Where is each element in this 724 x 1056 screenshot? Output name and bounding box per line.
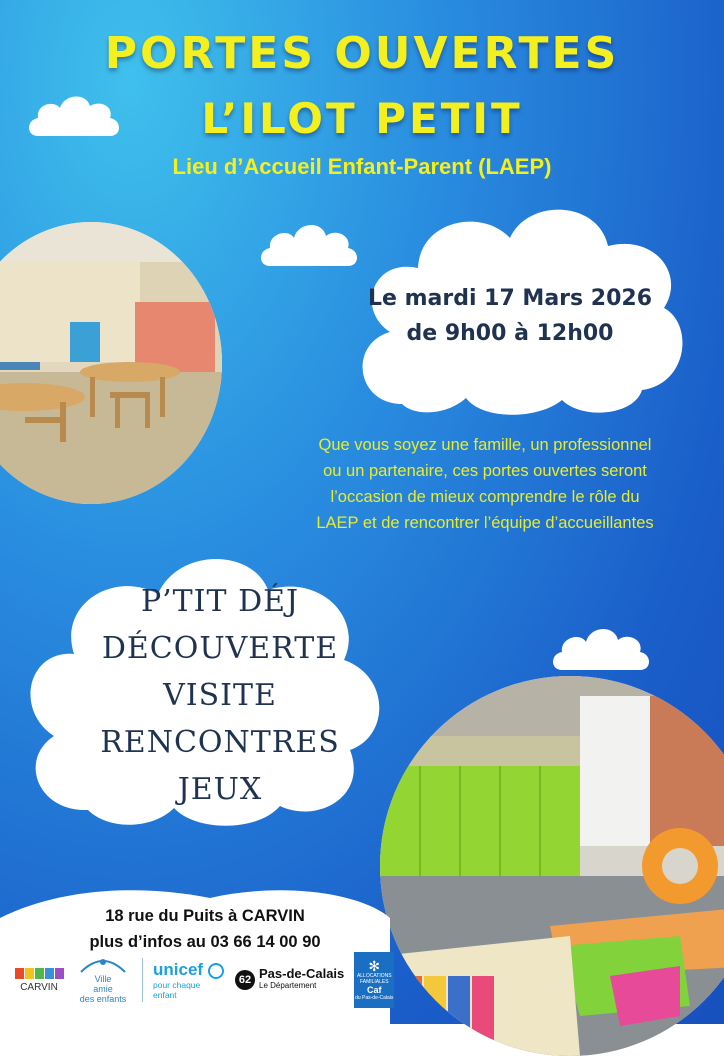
partner-logos xyxy=(14,950,394,1010)
unicef-tagline: pour chaque enfant xyxy=(153,980,201,1000)
carvin-logo-text: CARVIN xyxy=(20,981,58,993)
event-date: Le mardi 17 Mars 2026 xyxy=(367,286,652,311)
carvin-logo xyxy=(14,968,64,993)
description xyxy=(250,432,720,536)
caf-name: Caf xyxy=(367,985,382,995)
globe-icon xyxy=(208,963,224,979)
description-line: LAEP et de rencontrer l’équipe d’accueillantes xyxy=(316,514,654,532)
title-line-2: L’ILOT PETIT xyxy=(201,94,523,143)
pdc-name: Pas-de-Calais xyxy=(259,966,345,981)
ville-amie-icon xyxy=(77,956,129,974)
activity-item: DÉCOUVERTE xyxy=(101,631,339,666)
activity-item: VISITE xyxy=(163,678,277,713)
description-line: l’occasion de mieux comprendre le rôle du xyxy=(330,488,640,506)
address: 18 rue du Puits à CARVIN xyxy=(105,907,305,925)
activity-item: RENCONTRES xyxy=(100,725,340,760)
event-date-block xyxy=(340,286,680,346)
activity-item: P’TIT DÉJ xyxy=(140,584,300,619)
event-time: de 9h00 à 12h00 xyxy=(406,321,614,346)
ville-amie-text: Ville xyxy=(94,974,112,984)
title-line-1: PORTES OUVERTES xyxy=(104,28,620,79)
caf-text: FAMILIALES xyxy=(359,979,389,985)
caf-sub: du Pas-de-Calais xyxy=(355,995,394,1001)
contact-block xyxy=(40,903,370,955)
subtitle: Lieu d’Accueil Enfant-Parent (LAEP) xyxy=(172,154,552,179)
ville-amie-text: amie xyxy=(93,984,113,994)
pdc-sub: Le Département xyxy=(259,981,317,990)
snowflake-icon: ✻ xyxy=(368,958,381,974)
activities-list xyxy=(60,578,380,813)
small-cloud-right xyxy=(548,620,654,676)
description-line: ou un partenaire, ces portes ouvertes seront xyxy=(323,462,647,480)
phone-info: plus d’infos au 03 66 14 00 90 xyxy=(89,933,321,951)
caf-text: ALLOCATIONS xyxy=(356,973,392,979)
pas-de-calais-logo xyxy=(235,968,344,992)
ville-amie-text: des enfants xyxy=(79,994,127,1004)
activity-item: JEUX xyxy=(177,772,263,807)
ville-amie-logo xyxy=(74,956,132,1004)
caf-logo xyxy=(354,952,394,1008)
logo-divider xyxy=(142,958,143,1002)
unicef-logo xyxy=(153,960,225,1000)
description-line: Que vous soyez une famille, un professionnel xyxy=(318,436,652,454)
pdc-number-badge: 62 xyxy=(235,970,255,990)
unicef-text: unicef xyxy=(153,960,204,979)
